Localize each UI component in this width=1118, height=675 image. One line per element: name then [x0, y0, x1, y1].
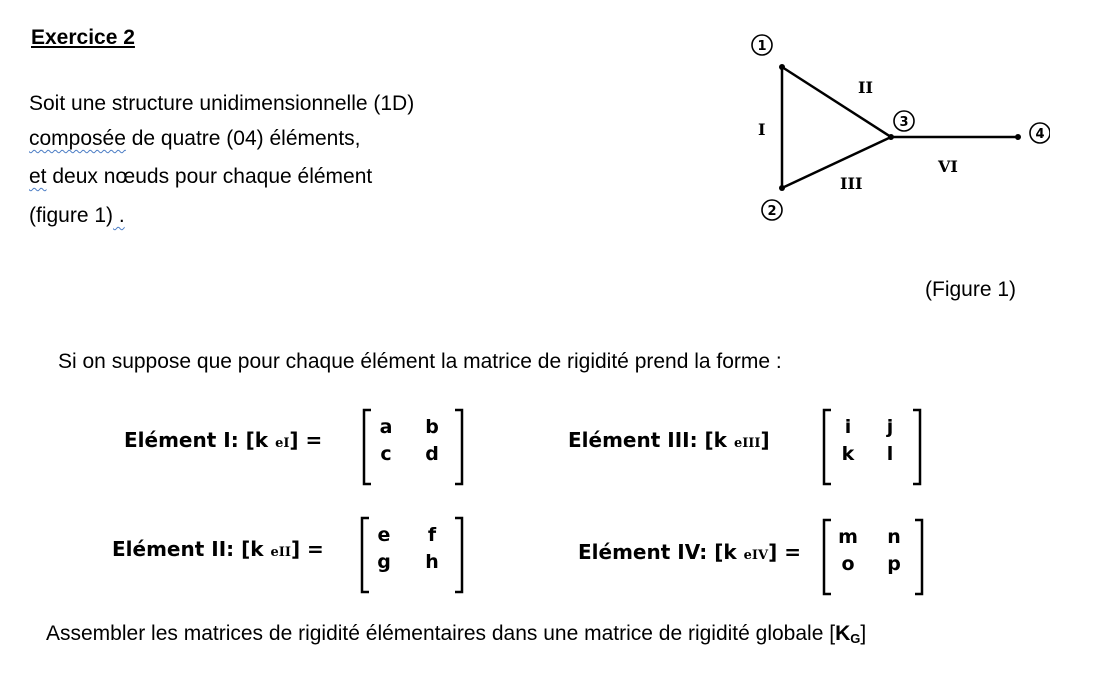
element-ii-label: [112, 537, 324, 561]
element-iv-matrix: [822, 518, 924, 596]
statement: Si on suppose que pour chaque élément la matrice de rigidité prend la forme :: [58, 350, 782, 373]
node-2-marker: [762, 200, 782, 220]
element-i-subscript: eI: [275, 436, 290, 451]
element-ii-prefix: Elément II: [k: [112, 537, 271, 561]
matrix-iv-m: m: [838, 526, 858, 548]
matrix-i-d: d: [425, 443, 439, 465]
matrix-iv-o: o: [841, 553, 855, 575]
matrix-iii-l: l: [886, 443, 894, 465]
matrix-ii-f: f: [427, 524, 437, 546]
node-1-marker: [752, 35, 772, 55]
element-i-label: [124, 428, 322, 452]
node-4-marker: [1030, 123, 1050, 143]
node-2-label: 2: [767, 204, 777, 219]
joint-1: [779, 64, 785, 70]
matrix-iii-j: j: [886, 416, 894, 438]
exercise-title: Exercice 2: [31, 26, 135, 49]
matrix-i-c: c: [380, 443, 392, 465]
element-label-iii: III: [840, 174, 863, 193]
assembly-instruction: [46, 622, 866, 646]
intro-line-2: [29, 127, 361, 151]
element-ii-suffix: ] =: [290, 537, 324, 561]
element-iii-subscript: eIII: [733, 436, 761, 451]
node-3-marker: [894, 111, 914, 131]
matrix-ii-h: h: [425, 551, 439, 573]
element-i-prefix: Elément I: [k: [124, 428, 276, 452]
intro-line-4-underlined: .: [113, 204, 125, 227]
element-iv-prefix: Elément IV: [k: [578, 540, 744, 564]
intro-line-1: Soit une structure unidimensionnelle (1D): [29, 92, 415, 115]
assembly-text: Assembler les matrices de rigidité élémentaires dans une matrice de rigidité globale [: [46, 622, 836, 645]
assembly-close: ]: [860, 622, 867, 645]
element-iii-label: [568, 428, 770, 452]
matrix-iv-n: n: [887, 526, 901, 548]
global-matrix-subscript: G: [850, 631, 861, 646]
intro-line-3-underlined: et: [29, 165, 47, 188]
element-i-suffix: ] =: [289, 428, 323, 452]
matrix-iii-i: i: [844, 416, 852, 438]
node-4-label: 4: [1035, 127, 1045, 142]
element-label-vi: VI: [938, 157, 958, 176]
element-iii-suffix: ]: [760, 428, 770, 452]
element-iv-label: [578, 540, 801, 564]
intro-line-4: [29, 204, 125, 228]
joint-3: [888, 134, 894, 140]
element-iii-prefix: Elément III: [k: [568, 428, 734, 452]
intro-line-3-rest: deux nœuds pour chaque élément: [46, 165, 373, 188]
node-3-label: 3: [899, 115, 909, 130]
matrix-ii-e: e: [377, 524, 391, 546]
structure-diagram: [730, 25, 1050, 225]
intro-line-2-underlined: composée: [29, 127, 126, 150]
element-ii-subscript: eII: [270, 545, 291, 560]
global-matrix-symbol: [835, 622, 860, 645]
element-label-ii: II: [858, 78, 873, 97]
member-1-3: [782, 67, 891, 137]
global-matrix-letter: K: [835, 622, 851, 645]
element-ii-matrix: [360, 516, 464, 594]
matrix-iii-k: k: [841, 443, 855, 465]
node-1-label: 1: [757, 39, 767, 54]
matrix-ii-g: g: [377, 551, 391, 573]
intro-line-3: [29, 165, 372, 189]
element-iv-suffix: ] =: [768, 540, 801, 564]
joint-4: [1015, 134, 1021, 140]
element-iv-subscript: eIV: [743, 548, 769, 563]
intro-line-2-rest: de quatre (04) éléments,: [125, 127, 361, 150]
joint-2: [779, 185, 785, 191]
member-2-3: [782, 137, 891, 188]
matrix-iv-p: p: [887, 553, 901, 575]
element-i-matrix: [362, 408, 464, 486]
figure-caption: (Figure 1): [925, 278, 1017, 301]
element-label-i: I: [758, 120, 766, 139]
matrix-i-b: b: [425, 416, 439, 438]
intro-line-4-text: (figure 1): [29, 204, 114, 227]
element-iii-matrix: [822, 408, 922, 486]
matrix-i-a: a: [379, 416, 393, 438]
